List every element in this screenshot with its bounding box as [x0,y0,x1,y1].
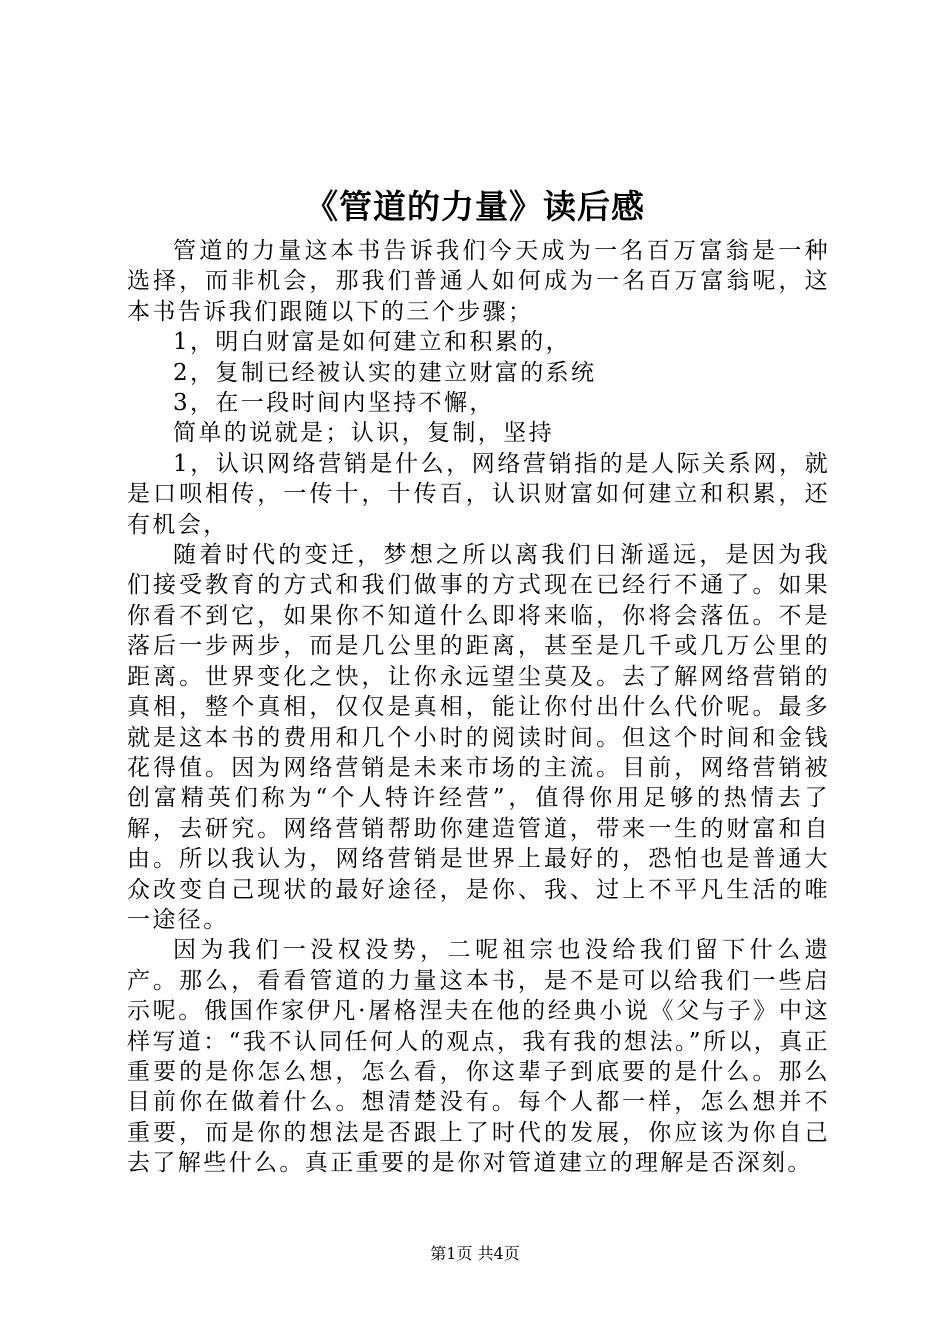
paragraph-step-1: 1，明白财富是如何建立和积累的， [173,329,572,356]
paragraph-recognize: 1，认识网络营销是什么，网络营销指的是人际关系网，就是口呗相传，一传十，十传百，认识财富如何建立和积累，还有机会， [127,450,830,538]
paragraph-era-change: 随着时代的变迁，梦想之所以离我们日渐遥远，是因为我们接受教育的方式和我们做事的方式现在已经行不通了。如果你看不到它，如果你不知道什么即将来临，你将会落伍。不是落后一步两步，而是几公里的距离，甚至是几千或几万公里的距离。世界变化之快，让你永远望尘莫及。去了解网络营销的真相，整个真相，仅仅是真相，能让你付出什么代价呢。最多就是这本书的费用和几个小时的阅读时间。但这个时间和金钱花得值。因为网络营销是未来市场的主流。目前，网络营销被创富精英们称为“个人特许经营”，值得你用足够的热情去了解，去研究。网络营销帮助你建造管道，带来一生的财富和自由。所以我认为，网络营销是世界上最好的，恐怕也是普通大众改变自己现状的最好途径，是你、我、过上不平凡生活的唯一途径。 [127,542,830,933]
paragraph-conclusion: 因为我们一没权没势，二呢祖宗也没给我们留下什么遗产。那么，看看管道的力量这本书，是不是可以给我们一些启示呢。俄国作家伊凡·屠格涅夫在他的经典小说《父与子》中这样写道：“我不认同任何人的观点，我有我的想法。”所以，真正重要的是你怎么想，怎么看，你这辈子到底要的是什么。那么目前你在做着什么。想清楚没有。每个人都一样，怎么想并不重要，而是你的想法是否跟上了时代的发展，你应该为你自己去了解些什么。真正重要的是你对管道建立的理解是否深刻。 [127,937,830,1177]
document-body [127,236,830,1179]
paragraph-step-2: 2，复制已经被认实的建立财富的系统 [173,359,597,386]
page-footer: 第1页 共4页 [430,1244,520,1263]
paragraph-summary: 简单的说就是；认识，复制，坚持 [173,420,554,447]
paragraph-step-3: 3，在一段时间内坚持不懈， [173,390,495,417]
document-title: 《管道的力量》读后感 [305,187,645,226]
paragraph-intro: 管道的力量这本书告诉我们今天成为一名百万富翁是一种选择，而非机会，那我们普通人如何成为一名百万富翁呢，这本书告诉我们跟随以下的三个步骤； [127,238,830,325]
